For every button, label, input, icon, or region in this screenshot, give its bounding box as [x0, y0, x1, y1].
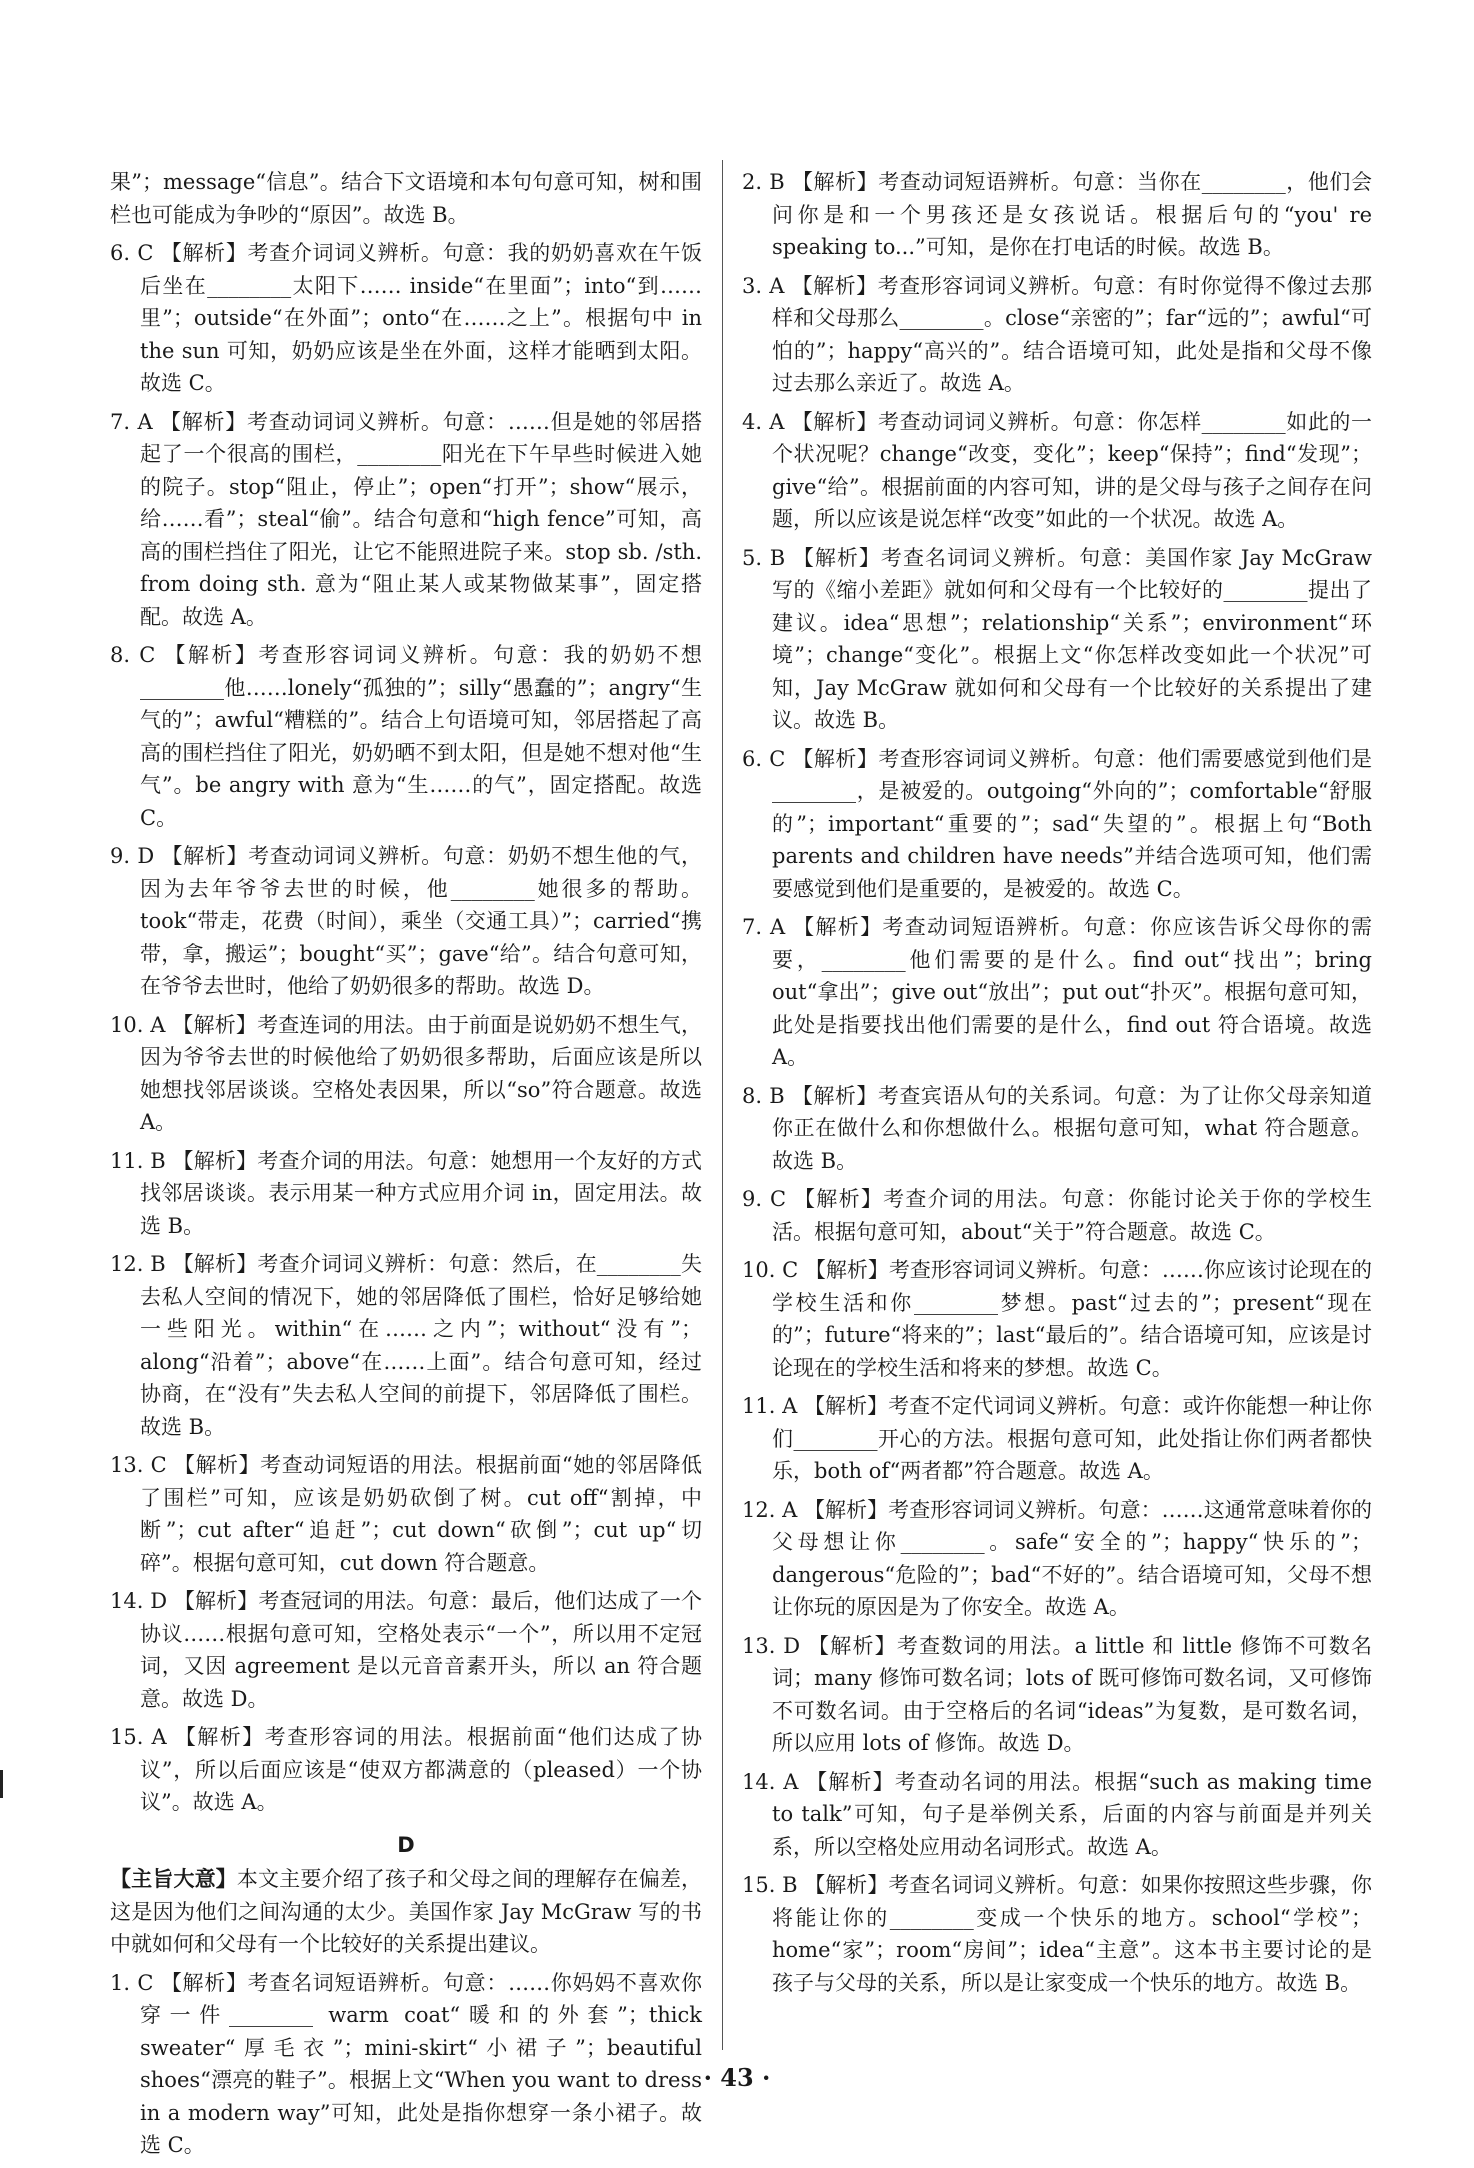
answer-item: 8. B 【解析】考查宾语从句的关系词。句意：为了让你父母亲知道你正在做什么和你想做什么。根据句意可知，what 符合题意。故选 B。: [742, 1083, 1372, 1173]
answer-item: 4. A 【解析】考查动词词义辨析。句意：你怎样________如此的一个状况呢？change“改变，变化”；keep“保持”；find“发现”；give“给”。根据前面的内容可知，讲的是父母与孩子之间存在问题，所以应该是说怎样“改变”如此的一个状况。故选 A。: [742, 409, 1372, 531]
left-column: [110, 166, 702, 2168]
answer-item: 13. D 【解析】考查数词的用法。a little 和 little 修饰不可数名词；many 修饰可数名词；lots of 既可修饰可数名词，又可修饰不可数名词。由于空格后的名词“ideas”为复数，是可数名词，所以应用 lots of 修饰。故选 D。: [742, 1633, 1372, 1755]
answer-item: 13. C 【解析】考查动词短语的用法。根据前面“她的邻居降低了围栏”可知，应该是奶奶砍倒了树。cut off“割掉，中断”；cut after“追赶”；cut down“砍倒”；cut up“切碎”。根据句意可知，cut down 符合题意。: [110, 1453, 702, 1575]
summary-tag: 【主旨大意】: [110, 1866, 237, 1891]
answer-item: 7. A 【解析】考查动词短语辨析。句意：你应该告诉父母你的需要，________他们需要的是什么。find out“找出”；bring out“拿出”；give out“放出”；put out“扑灭”。根据句意可知，此处是指要找出他们需要的是什么，find out 符合语境。故选 A。: [742, 915, 1372, 1069]
page-number: · 43 ·: [703, 2063, 771, 2092]
column-divider: [722, 160, 723, 2050]
answer-item: 15. B 【解析】考查名词词义辨析。句意：如果你按照这些步骤，你将能让你的________变成一个快乐的地方。school“学校”；home“家”；room“房间”；idea“主意”。这本书主要讨论的是孩子与父母的关系，所以是让家变成一个快乐的地方。故选 B。: [742, 1873, 1372, 1995]
answer-item: 14. A 【解析】考查动名词的用法。根据“such as making time to talk”可知，句子是举例关系，后面的内容与前面是并列关系，所以空格处应用动名词形式。故选 A。: [742, 1769, 1372, 1859]
answer-item: 7. A 【解析】考查动词词义辨析。句意：……但是她的邻居搭起了一个很高的围栏，________阳光在下午早些时候进入她的院子。stop“阻止，停止”；open“打开”；show“展示，给……看”；steal“偷”。结合句意和“high fence”可知，高高的围栏挡住了阳光，让它不能照进院子来。stop sb. /sth. from doing sth. 意为“阻止某人或某物做某事”，固定搭配。故选 A。: [110, 409, 702, 629]
answer-item: 11. A 【解析】考查不定代词词义辨析。句意：或许你能想一种让你们________开心的方法。根据句意可知，此处指让你们两者都快乐，both of“两者都”符合题意。故选 A。: [742, 1394, 1372, 1483]
answer-item: 9. C 【解析】考查介词的用法。句意：你能讨论关于你的学校生活。根据句意可知，about“关于”符合题意。故选 C。: [742, 1187, 1372, 1244]
summary-paragraph: [110, 1863, 702, 1961]
answer-item: 15. A 【解析】考查形容词的用法。根据前面“他们达成了协议”，所以后面应该是“使双方都满意的（pleased）一个协议”。故选 A。: [110, 1725, 702, 1814]
answer-item: 11. B 【解析】考查介词的用法。句意：她想用一个友好的方式找邻居谈谈。表示用某一种方式应用介词 in，固定用法。故选 B。: [110, 1148, 702, 1238]
answer-item: 14. D 【解析】考查冠词的用法。句意：最后，他们达成了一个协议……根据句意可知，空格处表示“一个”，所以用不定冠词，又因 agreement 是以元音音素开头，所以 an 符合题意。故选 D。: [110, 1589, 702, 1711]
answer-item: 果”；message“信息”。结合下文语境和本句句意可知，树和围栏也可能成为争吵的“原因”。故选 B。: [110, 170, 702, 227]
answer-item: 10. A 【解析】考查连词的用法。由于前面是说奶奶不想生气，因为爷爷去世的时候他给了奶奶很多帮助，后面应该是所以她想找邻居谈谈。空格处表因果，所以“so”符合题意。故选 A。: [110, 1012, 702, 1134]
right-column: [742, 166, 1372, 2005]
section-heading: D: [397, 1832, 415, 1857]
answer-item: 3. A 【解析】考查形容词词义辨析。句意：有时你觉得不像过去那样和父母那么________。close“亲密的”；far“远的”；awful“可怕的”；happy“高兴的”。结合语境可知，此处是指和父母不像过去那么亲近了。故选 A。: [742, 273, 1372, 395]
answer-item: 6. C 【解析】考查介词词义辨析。句意：我的奶奶喜欢在午饭后坐在________太阳下…… inside“在里面”；into“到……里”；outside“在外面”；onto“在……之上”。根据句中 in the sun 可知，奶奶应该是坐在外面，这样才能晒到太阳。故选 C。: [110, 241, 702, 395]
answer-item: 6. C 【解析】考查形容词词义辨析。句意：他们需要感觉到他们是________，是被爱的。outgoing“外向的”；comfortable“舒服的”；important“重要的”；sad“失望的”。根据上句“Both parents and children have needs”并结合选项可知，他们需要感觉到他们是重要的，是被爱的。故选 C。: [742, 746, 1372, 901]
answer-item: 9. D 【解析】考查动词词义辨析。句意：奶奶不想生他的气，因为去年爷爷去世的时候，他________她很多的帮助。took“带走，花费（时间），乘坐（交通工具）”；carried“携带，拿，搬运”；bought“买”；gave“给”。结合句意可知，在爷爷去世时，他给了奶奶很多的帮助。故选 D。: [110, 844, 702, 998]
margin-mark: [0, 1770, 3, 1798]
answer-item: 5. B 【解析】考查名词词义辨析。句意：美国作家 Jay McGraw 写的《缩小差距》就如何和父母有一个比较好的________提出了建议。idea“思想”；relationship“关系”；environment“环境”；change“变化”。根据上文“你怎样改变如此一个状况”可知，Jay McGraw 就如何和父母有一个比较好的关系提出了建议。故选 B。: [742, 545, 1372, 732]
answer-item: 8. C 【解析】考查形容词词义辨析。句意：我的奶奶不想________他……lonely“孤独的”；silly“愚蠢的”；angry“生气的”；awful“糟糕的”。结合上句语境可知，邻居搭起了高高的围栏挡住了阳光，奶奶晒不到太阳，但是她不想对他“生气”。be angry with 意为“生……的气”，固定搭配。故选 C。: [110, 643, 702, 830]
answer-item: 12. B 【解析】考查介词词义辨析：句意：然后，在________失去私人空间的情况下，她的邻居降低了围栏，恰好足够给她一些阳光。within“在……之内”；without“没有”；along“沿着”；above“在……上面”。结合句意可知，经过协商，在“没有”失去私人空间的前提下，邻居降低了围栏。故选 B。: [110, 1252, 702, 1439]
answer-item: 12. A 【解析】考查形容词词义辨析。句意：……这通常意味着你的父母想让你________。safe“安全的”；happy“快乐的”；dangerous“危险的”；bad“不好的”。结合语境可知，父母不想让你玩的原因是为了你安全。故选 A。: [742, 1497, 1372, 1619]
answer-item: 1. C 【解析】考查名词短语辨析。句意：……你妈妈不喜欢你穿一件________ warm coat“暖和的外套”；thick sweater“厚毛衣”；mini-skirt“小裙子”；beautiful shoes“漂亮的鞋子”。根据上文“When you want to dress in a modern way”可知，此处是指你想穿一条小裙子。故选 C。: [110, 1970, 702, 2157]
answer-item: 2. B 【解析】考查动词短语辨析。句意：当你在________，他们会问你是和一个男孩还是女孩说话。根据后句的“you' re speaking to...”可知，是你在打电话的时候。故选 B。: [742, 170, 1372, 259]
answer-item: 10. C 【解析】考查形容词词义辨析。句意：……你应该讨论现在的学校生活和你________梦想。past“过去的”；present“现在的”；future“将来的”；last“最后的”。结合语境可知，应该是讨论现在的学校生活和将来的梦想。故选 C。: [742, 1258, 1372, 1380]
summary-text: 本文主要介绍了孩子和父母之间的理解存在偏差，这是因为他们之间沟通的太少。美国作家 Jay McGraw 写的书中就如何和父母有一个比较好的关系提出建议。: [110, 1867, 702, 1956]
